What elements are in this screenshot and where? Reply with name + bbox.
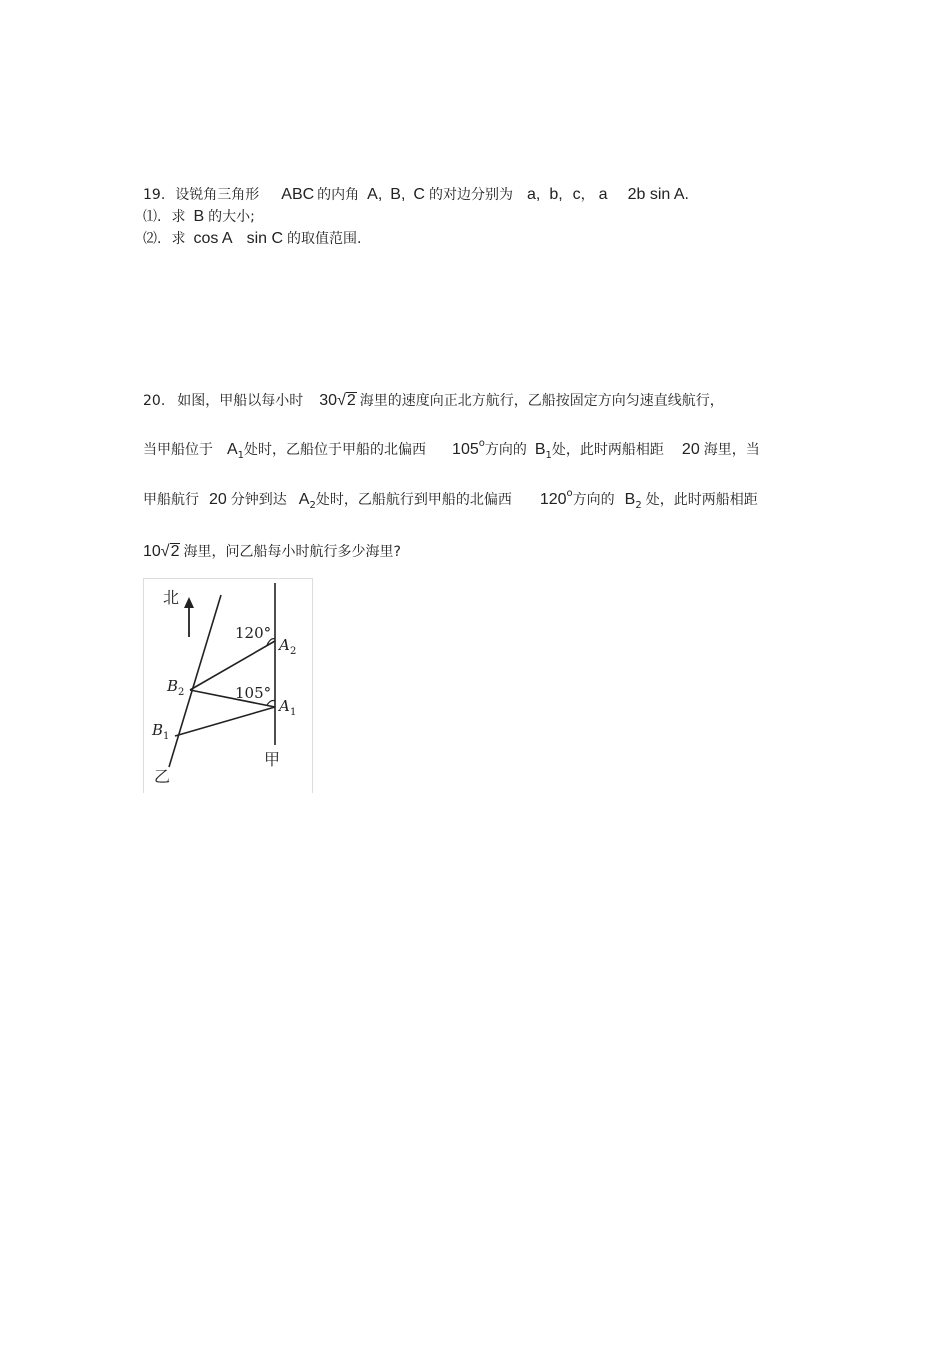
q20-line4 — [143, 541, 401, 561]
sqrt-symbol-2: √2 — [160, 543, 180, 560]
q19-part1-qiu: 求 — [171, 209, 186, 225]
q19-part1-b: B — [193, 208, 205, 225]
b1-a1-segment — [175, 707, 275, 736]
q19-part2-sin: sin C — [246, 230, 284, 247]
q20-minutes: 20 — [209, 491, 227, 508]
q20-text-3: 当甲船位于 — [143, 442, 213, 458]
q19-angle-a: A, — [367, 186, 383, 203]
label-b2: B — [167, 677, 179, 695]
q19-side-a: a, — [526, 186, 541, 203]
q20-text-4: 处时，乙船位于甲船的北偏西 — [244, 442, 427, 458]
q19-side-c: c — [572, 186, 581, 203]
q19-sides-text: 的对边分别为 — [428, 187, 513, 203]
q19-side-b: b, — [549, 186, 563, 203]
q20-a1-sub: 1 — [237, 450, 245, 461]
label-b1: B — [152, 721, 164, 739]
q19-line1 — [143, 184, 689, 204]
q20-text-11: 方向的 — [572, 492, 615, 508]
q19-part2-number: ⑵. — [143, 231, 162, 247]
q20-text-7: 海里，当 — [703, 442, 760, 458]
angle-label-105: 105° — [235, 684, 272, 702]
q19-period: . — [684, 187, 689, 203]
q20-text-6: 处，此时两船相距 — [551, 442, 664, 458]
q20-distance-20: 20 — [681, 441, 700, 458]
q20-text-8: 甲船航行 — [143, 492, 199, 508]
q20-degree-2: o — [566, 488, 573, 499]
q20-a2-sub: 2 — [309, 500, 316, 511]
q19-part2-qiu: 求 — [171, 231, 186, 247]
q19-part1-number: ⑴. — [143, 209, 162, 225]
q20-speed: 30 — [319, 392, 338, 409]
north-label: 北 — [163, 588, 180, 607]
label-a1-sub: 1 — [290, 707, 297, 718]
q20-text-9: 分钟到达 — [230, 492, 287, 508]
sqrt-symbol: √2 — [337, 392, 356, 409]
q20-text-1: 如图，甲船以每小时 — [177, 393, 304, 409]
q20-b1: B — [534, 441, 546, 458]
label-b2-sub: 2 — [178, 687, 185, 698]
q19-number: 19. — [143, 187, 166, 203]
q20-radicand: 2 — [346, 392, 356, 409]
q20-distance-10: 10 — [143, 543, 161, 560]
q20-bearing-120: 120 — [539, 491, 567, 508]
q20-line3 — [143, 489, 758, 509]
label-b1-sub: 1 — [163, 731, 170, 742]
ship-diagram-svg — [144, 579, 312, 793]
q19-triangle: ABC — [281, 186, 315, 203]
q19-part2-text: 的取值范围. — [287, 231, 362, 247]
q19-part2-cos: cos A — [193, 230, 233, 247]
q20-line2 — [143, 439, 760, 459]
q20-b2-sub: 2 — [635, 500, 642, 511]
label-a2-sub: 2 — [290, 646, 297, 657]
q19-eq-rhs: 2b sin A — [627, 186, 685, 203]
b2-a2-segment — [190, 641, 275, 690]
q20-b1-sub: 1 — [545, 450, 552, 461]
q20-text-13: 海里，问乙船每小时航行多少海里? — [183, 544, 401, 560]
q19-intro: 设锐角三角形 — [175, 187, 260, 203]
q19-part2 — [143, 228, 362, 248]
q19-angle-c: C — [413, 186, 425, 203]
q20-a1: A — [227, 441, 238, 458]
ship-diagram — [143, 578, 313, 793]
q20-text-5: 方向的 — [484, 442, 527, 458]
q20-text-12: 处，此时两船相距 — [645, 492, 758, 508]
label-jia: 甲 — [264, 750, 281, 769]
q19-eq-lhs: a — [598, 186, 608, 203]
q20-number: 20. — [143, 393, 166, 409]
q20-bearing-105: 105 — [452, 441, 479, 458]
label-yi: 乙 — [154, 767, 171, 786]
q20-text-2: 海里的速度向正北方航行，乙船按固定方向匀速直线航行， — [359, 393, 724, 409]
q19-comma: ， — [580, 187, 595, 203]
q20-line1 — [143, 390, 724, 410]
label-a2: A — [279, 636, 290, 654]
q19-part1 — [143, 206, 255, 226]
q19-angle-b: B, — [390, 186, 406, 203]
q19-part1-text: 的大小; — [208, 209, 255, 225]
label-a1: A — [279, 697, 290, 715]
q20-b2: B — [624, 491, 636, 508]
q20-text-10: 处时，乙船航行到甲船的北偏西 — [315, 492, 512, 508]
q20-a2: A — [298, 491, 310, 508]
q19-inner-angle-text: 的内角 — [317, 187, 360, 203]
north-arrow-icon — [184, 597, 194, 608]
q20-degree-1: o — [478, 438, 485, 449]
q20-radicand-2: 2 — [170, 543, 180, 560]
angle-label-120: 120° — [235, 624, 272, 642]
